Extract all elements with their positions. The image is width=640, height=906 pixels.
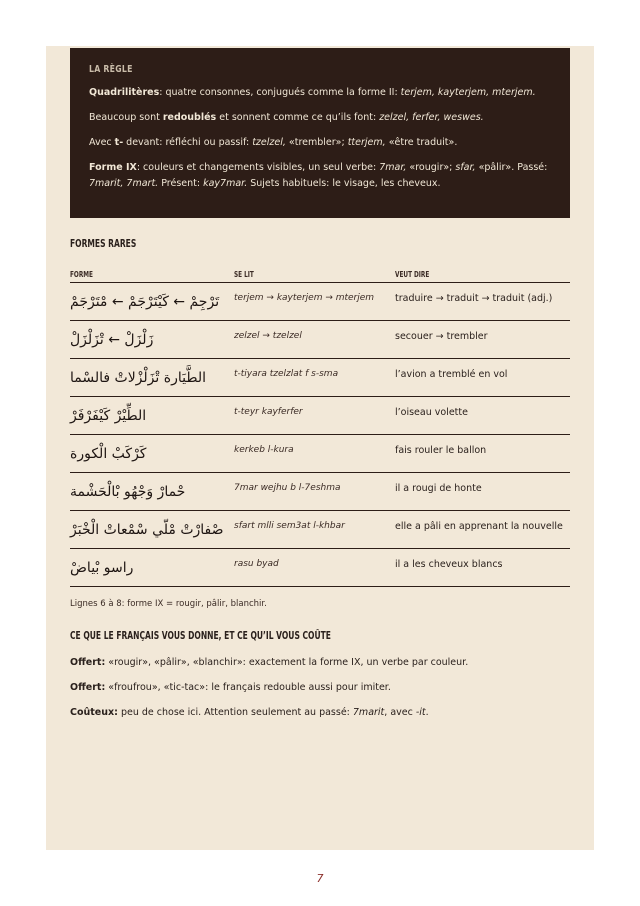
meaning-cell: traduire → traduit → traduit (adj.): [395, 293, 553, 304]
transliteration-cell: 7mar wejhu b l-7eshma: [234, 483, 341, 493]
transliteration-cell: rasu byad: [234, 559, 279, 569]
column-header-se-lit: SE LIT: [234, 270, 254, 279]
table-row: [70, 359, 570, 397]
arabic-cell: زَلْزَلْ ← تْزَلْزَلْ: [70, 331, 154, 348]
rule-prefix-t: Avec t- devant: réfléchi ou passif: tzelzel, «trembler»; tterjem, «être traduit».: [89, 137, 458, 148]
arabic-cell: الطَّيَارة تْزَلْزْلاتْ فالسْما: [70, 369, 206, 386]
meaning-cell: l’avion a tremblé en vol: [395, 369, 508, 380]
table-row: [70, 549, 570, 587]
table-row: [70, 283, 570, 321]
offert-paragraph-1: Offert: «rougir», «pâlir», «blanchir»: exactement la forme IX, un verbe par couleur.: [70, 657, 469, 668]
table-row: [70, 473, 570, 511]
table-row: [70, 435, 570, 473]
rare-forms-title: FORMES RARES: [70, 238, 137, 250]
transliteration-cell: zelzel → tzelzel: [234, 331, 302, 341]
rule-redoubles: Beaucoup sont redoublés et sonnent comme ce qu’ils font: zelzel, ferfer, weswes.: [89, 112, 484, 123]
transliteration-cell: terjem → kayterjem → mterjem: [234, 293, 375, 303]
arabic-cell: حْمارْ وَجْهُو بْالْحَشْمة: [70, 483, 186, 500]
arabic-cell: راسو بْياضْ: [70, 559, 134, 576]
french-section-title: CE QUE LE FRANÇAIS VOUS DONNE, ET CE QU’IL VOUS COÛTE: [70, 630, 331, 642]
column-header-veut-dire: VEUT DIRE: [395, 270, 430, 279]
table-row: [70, 511, 570, 549]
offert-paragraph-2: Offert: «froufrou», «tic-tac»: le français redouble aussi pour imiter.: [70, 682, 391, 693]
table-note: Lignes 6 à 8: forme IX = rougir, pâlir, blanchir.: [70, 599, 267, 609]
transliteration-cell: sfart mlli sem3at l-khbar: [234, 521, 345, 531]
transliteration-cell: t-tiyara tzelzlat f s-sma: [234, 369, 339, 379]
page-number: 7: [316, 872, 324, 885]
rule-title: LA RÈGLE: [89, 64, 133, 75]
table-row: [70, 321, 570, 359]
page-sheet: [46, 46, 594, 850]
arabic-cell: تَرْجِمْ ← كَيْتَرْجَمْ ← مْتَرْجَمْ: [70, 293, 220, 310]
table-row: [70, 397, 570, 435]
rule-forme-ix: Forme IX: couleurs et changements visibles, un seul verbe: 7mar, «rougir»; sfar, «pâlir». Passé: 7marit, 7mart. Présent: kay7mar. Sujets habituels: le visage, les cheveux.: [89, 162, 548, 189]
meaning-cell: fais rouler le ballon: [395, 445, 487, 456]
arabic-cell: صْفارْتْ مْلّي سْمْعاتْ الْخْبَرْ: [70, 521, 224, 538]
column-header-forme: FORME: [70, 270, 93, 279]
arabic-cell: الطِّيْرْ كَيْفَرْفَرْ: [70, 407, 147, 424]
rule-quadriliteres: Quadrilitères: quatre consonnes, conjugués comme la forme II: terjem, kayterjem, mterjem.: [89, 87, 536, 98]
meaning-cell: elle a pâli en apprenant la nouvelle: [395, 521, 563, 532]
couteux-paragraph: Coûteux: peu de chose ici. Attention seulement au passé: 7marit, avec -it.: [70, 707, 429, 718]
meaning-cell: il a rougi de honte: [395, 483, 482, 494]
meaning-cell: l’oiseau volette: [395, 407, 468, 418]
rare-forms-table: [70, 282, 570, 587]
arabic-cell: كَرْكَبْ الْكورة: [70, 445, 147, 462]
transliteration-cell: t-teyr kayferfer: [234, 407, 303, 417]
rule-box: [70, 48, 570, 218]
meaning-cell: il a les cheveux blancs: [395, 559, 503, 570]
meaning-cell: secouer → trembler: [395, 331, 488, 342]
transliteration-cell: kerkeb l-kura: [234, 445, 294, 455]
